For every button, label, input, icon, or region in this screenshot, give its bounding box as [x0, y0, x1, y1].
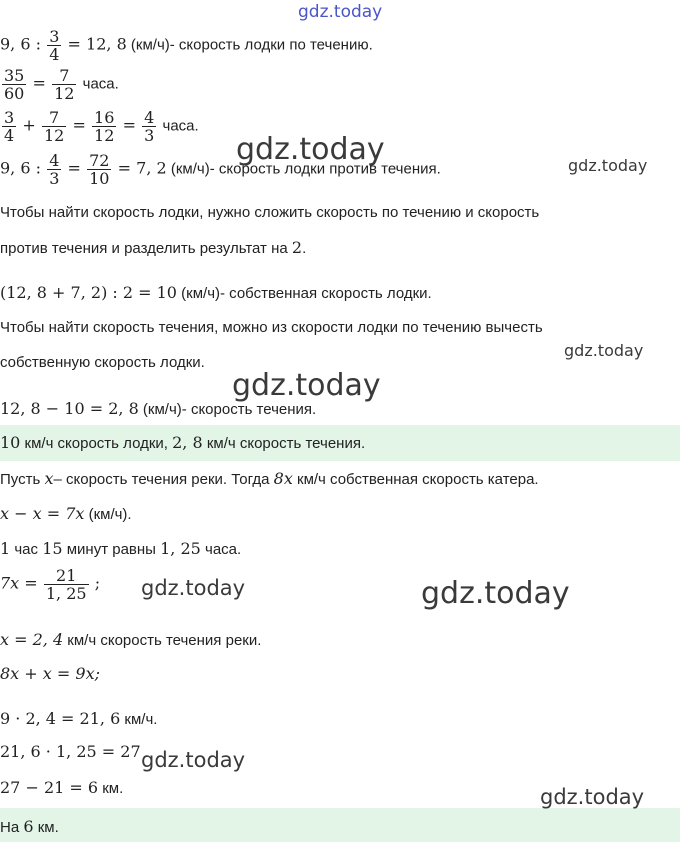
watermark: gdz.today: [236, 132, 385, 167]
answer-line-2: На 6 км.: [0, 817, 59, 836]
watermark: gdz.today: [141, 576, 246, 600]
watermark-top: gdz.today: [298, 2, 383, 22]
watermark: gdz.today: [141, 748, 246, 772]
problem-setup: Пусть x– скорость течения реки. Тогда 8x км/ч собственная скорость катера.: [0, 469, 539, 488]
watermark: gdz.today: [568, 156, 648, 175]
paragraph-3: Чтобы найти скорость течения, можно из скорости лодки по течению вычесть: [0, 319, 543, 336]
watermark: gdz.today: [421, 576, 570, 611]
fraction: $\frac{4}{3}$: [49, 151, 60, 188]
equation-boat-speed: 9 · 2, 4 = 21, 6 км/ч.: [0, 709, 158, 728]
paragraph-2: против течения и разделить результат на 2.: [0, 238, 307, 257]
fraction: $\frac{3}{4}$: [4, 108, 15, 145]
paragraph-4: собственную скорость лодки.: [0, 354, 205, 371]
equation-x: x − x = 7x (км/ч).: [0, 504, 132, 523]
watermark: gdz.today: [540, 785, 645, 809]
equation-own-speed: (12, 8 + 7, 2) : 2 = 10 (км/ч)- собственная скорость лодки.: [0, 283, 432, 302]
equation-upstream-speed: 9, 6 : $\frac{4}{3}$ = $\frac{72}{10}$ = 7, 2 (км/ч)- скорость лодки против течения.: [0, 151, 441, 188]
equation-difference: 27 − 21 = 6 км.: [0, 778, 124, 797]
equation-downstream-speed: 9, 6 : $\frac{3}{4}$ = 12, 8 (км/ч)- скорость лодки по течению.: [0, 27, 373, 64]
equation-9x: 8x + x = 9x;: [0, 664, 100, 683]
equation-distance: 21, 6 · 1, 25 = 27: [0, 742, 141, 761]
watermark: gdz.today: [232, 368, 381, 403]
paragraph-1: Чтобы найти скорость лодки, нужно сложить скорость по течению и скорость: [0, 204, 540, 221]
time-conversion: 1 час 15 минут равны 1, 25 часа.: [0, 539, 242, 558]
answer-highlight-2: [0, 808, 680, 842]
fraction: $\frac{7}{12}$: [54, 66, 75, 103]
answer-line-1: 10 км/ч скорость лодки, 2, 8 км/ч скорость течения.: [0, 433, 366, 452]
fraction: $\frac{3}{4}$: [49, 27, 60, 64]
watermark: gdz.today: [564, 341, 644, 360]
fraction: $\frac{4}{3}$: [144, 108, 155, 145]
fraction: $\frac{7}{12}$: [43, 108, 65, 145]
equation-time-sum: $\frac{3}{4}$ + $\frac{7}{12}$ = $\frac{16}{12}$ = $\frac{4}{3}$ часа.: [4, 108, 199, 145]
fraction: $\frac{35}{60}$: [4, 66, 25, 103]
equation-7x: 7x = $\frac{21}{1, 25}$ ;: [0, 566, 101, 603]
fraction: $\frac{72}{10}$: [89, 151, 110, 188]
equation-x-value: x = 2, 4 км/ч скорость течения реки.: [0, 630, 262, 649]
fraction: $\frac{21}{1, 25}$: [45, 566, 87, 603]
equation-minutes-to-hours: $\frac{35}{60}$ = $\frac{7}{12}$ часа.: [4, 66, 119, 103]
equation-current-speed: 12, 8 − 10 = 2, 8 (км/ч)- скорость течения.: [0, 399, 317, 418]
fraction: $\frac{16}{12}$: [94, 108, 115, 145]
